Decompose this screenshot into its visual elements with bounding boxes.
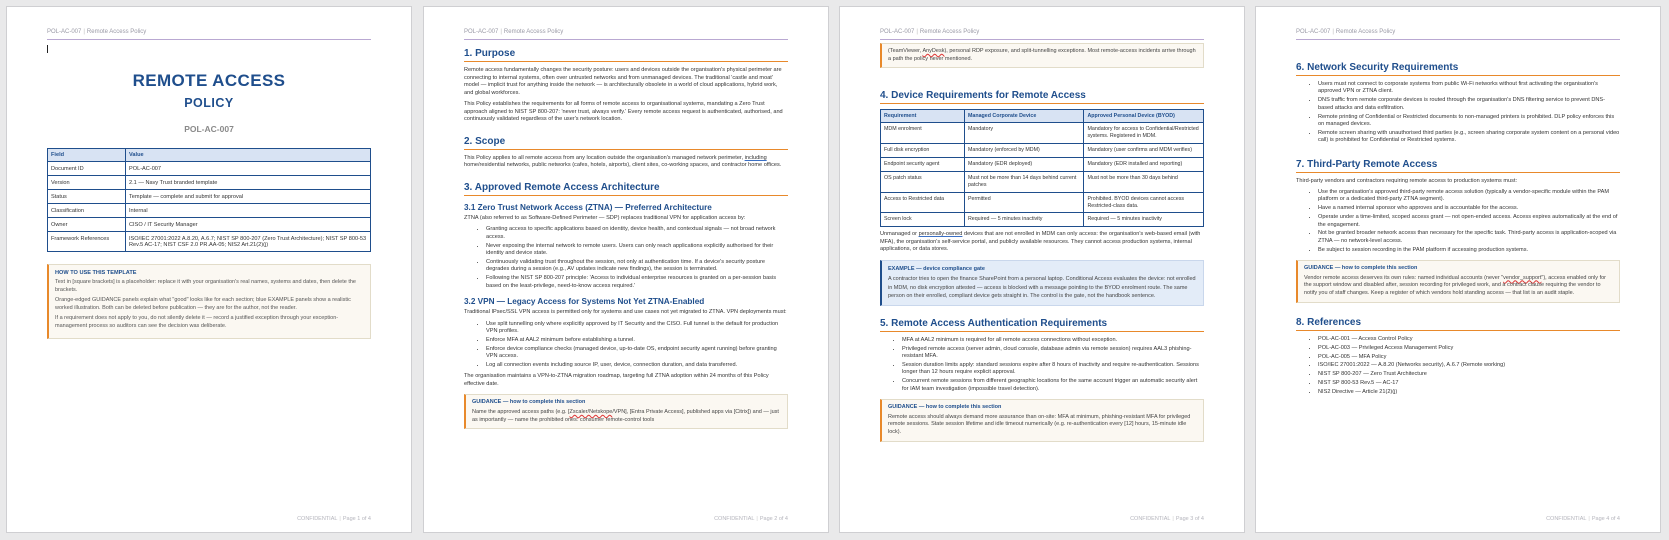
paragraph: The organisation maintains a VPN-to-ZTNA migration roadmap, targeting full ZTNA adoption within 24 months of this Policy effective date. — [464, 373, 769, 387]
page-header: POL-AC-007 | Remote Access Policy — [47, 29, 371, 40]
example-title: EXAMPLE — device compliance gate — [888, 265, 985, 272]
how-to-use-panel — [47, 264, 371, 339]
spelling-flagged-word[interactable]: vendor_support — [1503, 274, 1542, 281]
paragraph: Remote access fundamentally changes the security posture: users and devices outside the organisation's physical perimeter are connecting to internal systems, often over untrusted networks and from unmanaged devices. The traditional 'castle and moat' model — implicit trust for anything inside the network — is architecturally obsolete in a world of cloud applications, hybrid work, and global workforces. — [464, 67, 782, 96]
section-heading: 3. Approved Remote Access Architecture — [464, 182, 788, 196]
text-cursor — [47, 45, 48, 53]
subsection-heading: 3.2 VPN — Legacy Access for Systems Not Yet ZTNA-Enabled — [464, 296, 705, 306]
how-to-text: Orange-edged GUIDANCE panels explain what "good" looks like for each section; blue EXAMPLE panels show a realistic worked illustration. Both can be deleted before publication — they are for the author, not the reader. — [55, 297, 351, 312]
table-cell: Mandatory (EDR deployed) — [964, 158, 1084, 172]
table-cell: MDM enrolment — [881, 123, 965, 144]
doc-id: POL-AC-007 — [1296, 29, 1331, 35]
page-footer: CONFIDENTIAL | Page 4 of 4 — [1546, 516, 1620, 522]
table-header: Approved Personal Device (BYOD) — [1084, 110, 1204, 123]
list-item: • Log all connection events including source IP, user, device, connection duration, and data transferred. — [486, 362, 788, 369]
table-row — [881, 171, 1204, 192]
guidance-panel — [880, 399, 1204, 442]
table-cell: Template — complete and submit for approval — [126, 190, 371, 204]
section-heading: 5. Remote Access Authentication Requirements — [880, 318, 1204, 332]
guidance-title: GUIDANCE — how to complete this section — [472, 399, 586, 406]
doc-title: Remote Access Policy — [919, 29, 980, 35]
list-item: • Enforce MFA at AAL2 minimum before establishing a tunnel. — [486, 337, 788, 344]
page-header: POL-AC-007 | Remote Access Policy — [464, 29, 788, 40]
list-item: • Remote printing of Confidential or Restricted documents to non-managed printers is prohibited. DLP policy enforces this on managed devices. — [1318, 114, 1620, 129]
list-item: • MFA at AAL2 minimum is required for all remote access connections without exception. — [902, 337, 1204, 344]
list-item: • ISO/IEC 27001:2022 — A.8.20 (Networks security), A.6.7 (Remote working) — [1318, 362, 1620, 369]
page-number: Page 2 of 4 — [759, 516, 788, 522]
table-header: Managed Corporate Device — [964, 110, 1084, 123]
list-item: • Use split tunnelling only where explicitly approved by IT Security and the CISO. Full tunnel is the default for production VPN profiles. — [486, 321, 788, 336]
table-cell: Access to Restricted data — [881, 192, 965, 213]
guidance-text: Remote access should always demand more assurance than on-site: MFA at minimum, phishing-resistant MFA for privileged remote sessions. State session lifetime and idle timeout numerically (e.g. re-authentication every [12] hours, 15-minute idle lock). — [888, 413, 1191, 436]
table-cell: Permitted — [964, 192, 1084, 213]
text-run: /VPN], [Entra Private Access], published apps via [Citrix]) and — just as importantly — name the prohibited ones: consumer remote-control tools — [472, 409, 779, 423]
guidance-panel-continued — [880, 43, 1204, 68]
table-row — [48, 204, 371, 218]
table-cell: OS patch status — [881, 171, 965, 192]
page-2 — [423, 6, 829, 533]
how-to-title: HOW TO USE THIS TEMPLATE — [55, 270, 137, 276]
table-cell: Must not be more than 14 days behind current patches — [964, 171, 1084, 192]
table-cell: 2.1 — Navy Trust branded template — [126, 176, 371, 190]
list-item: • DNS traffic from remote corporate devices is routed through the organisation's DNS filtering service to prevent DNS-based attacks and data exfiltration. — [1318, 97, 1620, 112]
page-title: REMOTE ACCESS — [132, 71, 286, 90]
text-run: Vendor remote access deserves its own rules: named individual accounts (never " — [1304, 274, 1504, 281]
page-number: Page 1 of 4 — [342, 516, 371, 522]
guidance-text — [472, 409, 781, 424]
page-3 — [839, 6, 1245, 533]
table-header: Field — [48, 149, 126, 162]
page-subtitle: POLICY — [184, 96, 234, 110]
table-cell: Mandatory (user confirms and MDM verifies) — [1084, 144, 1204, 158]
list-item: • Enforce device compliance checks (managed device, up-to-date OS, endpoint security agent running) before granting VPN access. — [486, 346, 788, 361]
table-row — [48, 176, 371, 190]
table-cell: Version — [48, 176, 126, 190]
page-header: POL-AC-007 | Remote Access Policy — [880, 29, 1204, 40]
section-heading: 4. Device Requirements for Remote Access — [880, 90, 1204, 104]
page-footer: CONFIDENTIAL | Page 3 of 4 — [1130, 516, 1204, 522]
footer-label: CONFIDENTIAL — [1546, 516, 1587, 522]
doc-id: POL-AC-007 — [464, 29, 499, 35]
guidance-panel — [464, 394, 788, 429]
table-cell: Mandatory for access to Confidential/Restricted systems. Registered in MDM. — [1084, 123, 1204, 144]
bullet-list — [1296, 189, 1620, 254]
table-header: Requirement — [881, 110, 965, 123]
table-cell: CISO / IT Security Manager — [126, 218, 371, 232]
list-item: • Session duration limits apply: standard sessions expire after 8 hours of inactivity and require re-authentication. Sessions longer than 12 hours require explicit approval. — [902, 362, 1204, 377]
doc-title: Remote Access Policy — [503, 29, 564, 35]
references-list — [1296, 336, 1620, 397]
doc-title: Remote Access Policy — [86, 29, 147, 35]
table-row — [881, 144, 1204, 158]
text-run: Name the approved access paths (e.g. [ — [472, 409, 570, 416]
example-text: A contractor tries to open the finance SharePoint from a personal laptop. Conditional Access evaluates the device: not enrolled in MDM, no disk encryption attested — access is blocked with a message pointing to the BYOD enrolment route. The same person on their enrolled, compliant device gets straight in. The control is the gate, not the handbook sentence. — [888, 276, 1196, 300]
guidance-title: GUIDANCE — how to complete this section — [1304, 265, 1418, 272]
page-footer: CONFIDENTIAL | Page 1 of 4 — [297, 516, 371, 522]
table-row — [48, 162, 371, 176]
table-cell: Document ID — [48, 162, 126, 176]
spelling-flagged-word[interactable]: Zscaler/Netskope — [569, 409, 613, 416]
list-item: • POL-AC-003 — Privileged Access Management Policy — [1318, 345, 1620, 352]
list-item: • NIST SP 800-207 — Zero Trust Architecture — [1318, 371, 1620, 378]
footer-label: CONFIDENTIAL — [297, 516, 338, 522]
list-item: • Operate under a time-limited, scoped access grant — not open-ended access. Access expires automatically at the end of the engagement. — [1318, 214, 1620, 229]
paragraph — [880, 231, 1204, 254]
spelling-flagged-word[interactable]: AnyDesk — [922, 48, 945, 54]
list-item: • Never exposing the internal network to remote users. Users can only reach applications explicitly authorised for their identity and device state. — [486, 243, 788, 258]
bullet-list — [880, 337, 1204, 393]
text-run: ), personal RDP exposure, and split-tunnelling exceptions. Most remote-access incidents arrive through a path the policy never mentioned. — [888, 48, 1196, 62]
table-row — [881, 158, 1204, 172]
list-item: • NIS2 Directive — Article 21(2)(j) — [1318, 389, 1620, 396]
table-row — [881, 213, 1204, 227]
table-cell: Internal — [126, 204, 371, 218]
table-row — [48, 190, 371, 204]
section-heading: 8. References — [1296, 317, 1620, 331]
page-footer: CONFIDENTIAL | Page 2 of 4 — [714, 516, 788, 522]
list-item: • Have a named internal sponsor who approves and is accountable for the access. — [1318, 205, 1620, 212]
list-item: • NIST SP 800-53 Rev.5 — AC-17 — [1318, 380, 1620, 387]
guidance-panel — [1296, 260, 1620, 303]
list-item: • Following the NIST SP 800-207 principle: 'Access to individual enterprise resources is granted on a per-session basis based on the least-privilege, need-to-know access required.' — [486, 275, 788, 290]
table-row — [881, 123, 1204, 144]
list-item: • Concurrent remote sessions from different geographic locations for the same account trigger an automatic security alert for IAM team investigation (impossible travel detection). — [902, 378, 1204, 393]
table-cell: Must not be more than 30 days behind — [1084, 171, 1204, 192]
how-to-text: Text in [square brackets] is a placeholder: replace it with your organisation's real names, systems and dates, then delete the brackets. — [55, 279, 356, 294]
bullet-list — [464, 321, 788, 370]
text-run: home/residential networks, public networks (cafes, hotels, airports), client sites, co-working spaces, and contractor home offices. — [464, 162, 782, 169]
paragraph — [464, 155, 788, 170]
table-cell: Required — 5 minutes inactivity — [964, 213, 1084, 227]
list-item: • Remote screen sharing with unauthorised third parties (e.g., screen sharing corporate system content on a personal video call) is prohibited for Confidential or Restricted systems. — [1318, 130, 1620, 145]
table-row — [48, 218, 371, 232]
bullet-list — [464, 226, 788, 290]
metadata-table — [47, 148, 371, 252]
text-run: This Policy applies to all remote access from any location outside the organisation's managed network perimeter, — [464, 154, 745, 161]
table-cell: Endpoint security agent — [881, 158, 965, 172]
page-number: Page 3 of 4 — [1175, 516, 1204, 522]
table-cell: Mandatory — [964, 123, 1084, 144]
page-number: Page 4 of 4 — [1591, 516, 1620, 522]
list-item: • POL-AC-005 — MFA Policy — [1318, 354, 1620, 361]
grammar-flagged-word[interactable]: including — [744, 154, 767, 161]
table-cell: Mandatory (EDR installed and reporting) — [1084, 158, 1204, 172]
text-run: devices that are not enrolled in MDM can only access: the organisation's web-based email (with MFA), the organisation's self-service portal, and publicly available resources. They cannot access production systems, internal applications, or data stores. — [880, 231, 1201, 253]
doc-id: POL-AC-007 — [880, 29, 915, 35]
grammar-flagged-word[interactable]: personally-owned — [918, 231, 963, 238]
how-to-text: If a requirement does not apply to you, do not silently delete it — record a justified exception through your exception-management process so auditors can see the decision was deliberate. — [55, 314, 339, 329]
guidance-text — [888, 48, 1197, 63]
example-panel — [880, 260, 1204, 306]
paragraph: This Policy establishes the requirements for all forms of remote access to organisational systems, mandating a Zero Trust approach aligned to NIST SP 800-207: 'never trust, always verify.' Every remote access request is authenticated, authorised, and continuously validated regardless of the user's network location. — [464, 101, 783, 123]
text-run: Unmanaged or — [880, 231, 919, 238]
list-item: • POL-AC-001 — Access Control Policy — [1318, 336, 1620, 343]
table-cell: Full disk encryption — [881, 144, 965, 158]
bullet-list — [1296, 81, 1620, 145]
table-cell: Mandatory (enforced by MDM) — [964, 144, 1084, 158]
table-header: Value — [126, 149, 371, 162]
list-item: • Privileged remote access (server admin, cloud console, database admin via remote session) requires AAL3 phishing-resistant MFA. — [902, 346, 1204, 361]
table-cell: Prohibited. BYOD devices cannot access Restricted-class data. — [1084, 192, 1204, 213]
section-heading: 2. Scope — [464, 136, 788, 150]
page-1 — [6, 6, 412, 533]
table-cell: Framework References — [48, 232, 126, 252]
footer-label: CONFIDENTIAL — [714, 516, 755, 522]
list-item: • Granting access to specific applications based on identity, device health, and contextual signals — not broad network access. — [486, 226, 788, 241]
table-row — [48, 232, 371, 252]
doc-id: POL-AC-007 — [47, 29, 82, 35]
table-cell: Status — [48, 190, 126, 204]
section-heading: 7. Third-Party Remote Access — [1296, 159, 1620, 173]
table-row — [881, 192, 1204, 213]
list-item: • Continuously validating trust throughout the session, not only at authentication time. If a device's security posture degrades during a session (e.g., AV updates indicate new findings), the session is terminated. — [486, 259, 788, 274]
title-doc-id: POL-AC-007 — [184, 124, 234, 134]
text-run: "), access enabled only for the support window and disabled after, session recording for privileged work, and a contract clause requiring the vendor to notify you of staff changes. Keep a register of which vendors hold standing access — that list is an audit staple. — [1304, 274, 1606, 297]
table-cell: Owner — [48, 218, 126, 232]
guidance-title: GUIDANCE — how to complete this section — [888, 404, 1002, 411]
paragraph: ZTNA (also referred to as Software-Defined Perimeter — SDP) replaces traditional VPN for application access by: — [464, 214, 746, 221]
list-item: • Be subject to session recording in the PAM platform if accessing production systems. — [1318, 247, 1620, 254]
table-cell: Screen lock — [881, 213, 965, 227]
guidance-text — [1304, 275, 1613, 298]
table-cell: ISO/IEC 27001:2022 A.8.20, A.6.7; NIST SP 800-207 (Zero Trust Architecture); NIST SP 800-53 Rev.5 AC-17; NIST CSF 2.0 PR.AA-05; NIS2 Art.21(2)(j) — [126, 232, 371, 252]
section-heading: 1. Purpose — [464, 48, 788, 62]
paragraph: Traditional IPsec/SSL VPN access is permitted only for systems and use cases not yet migrated to ZTNA. VPN deployments must: — [464, 308, 787, 315]
list-item: • Users must not connect to corporate systems from public Wi-Fi networks without first activating the organisation's approved VPN or ZTNA client. — [1318, 81, 1620, 96]
table-cell: Required — 5 minutes inactivity — [1084, 213, 1204, 227]
footer-label: CONFIDENTIAL — [1130, 516, 1171, 522]
text-run: (TeamViewer, — [888, 48, 923, 54]
section-heading: 6. Network Security Requirements — [1296, 62, 1620, 76]
device-requirements-table — [880, 109, 1204, 227]
list-item: • Not be granted broader network access than necessary for the specific task. Third-party access is application-scoped via ZTNA — no network-level access. — [1318, 230, 1620, 245]
page-4 — [1255, 6, 1661, 533]
subsection-heading: 3.1 Zero Trust Network Access (ZTNA) — Preferred Architecture — [464, 202, 712, 212]
table-cell: POL-AC-007 — [126, 162, 371, 176]
table-cell: Classification — [48, 204, 126, 218]
list-item: • Use the organisation's approved third-party remote access solution (typically a vendor-specific module within the PAM platform or a dedicated third-party ZTNA segment). — [1318, 189, 1620, 204]
doc-title: Remote Access Policy — [1335, 29, 1396, 35]
page-header: POL-AC-007 | Remote Access Policy — [1296, 29, 1620, 40]
paragraph: Third-party vendors and contractors requiring remote access to production systems must: — [1296, 177, 1518, 184]
